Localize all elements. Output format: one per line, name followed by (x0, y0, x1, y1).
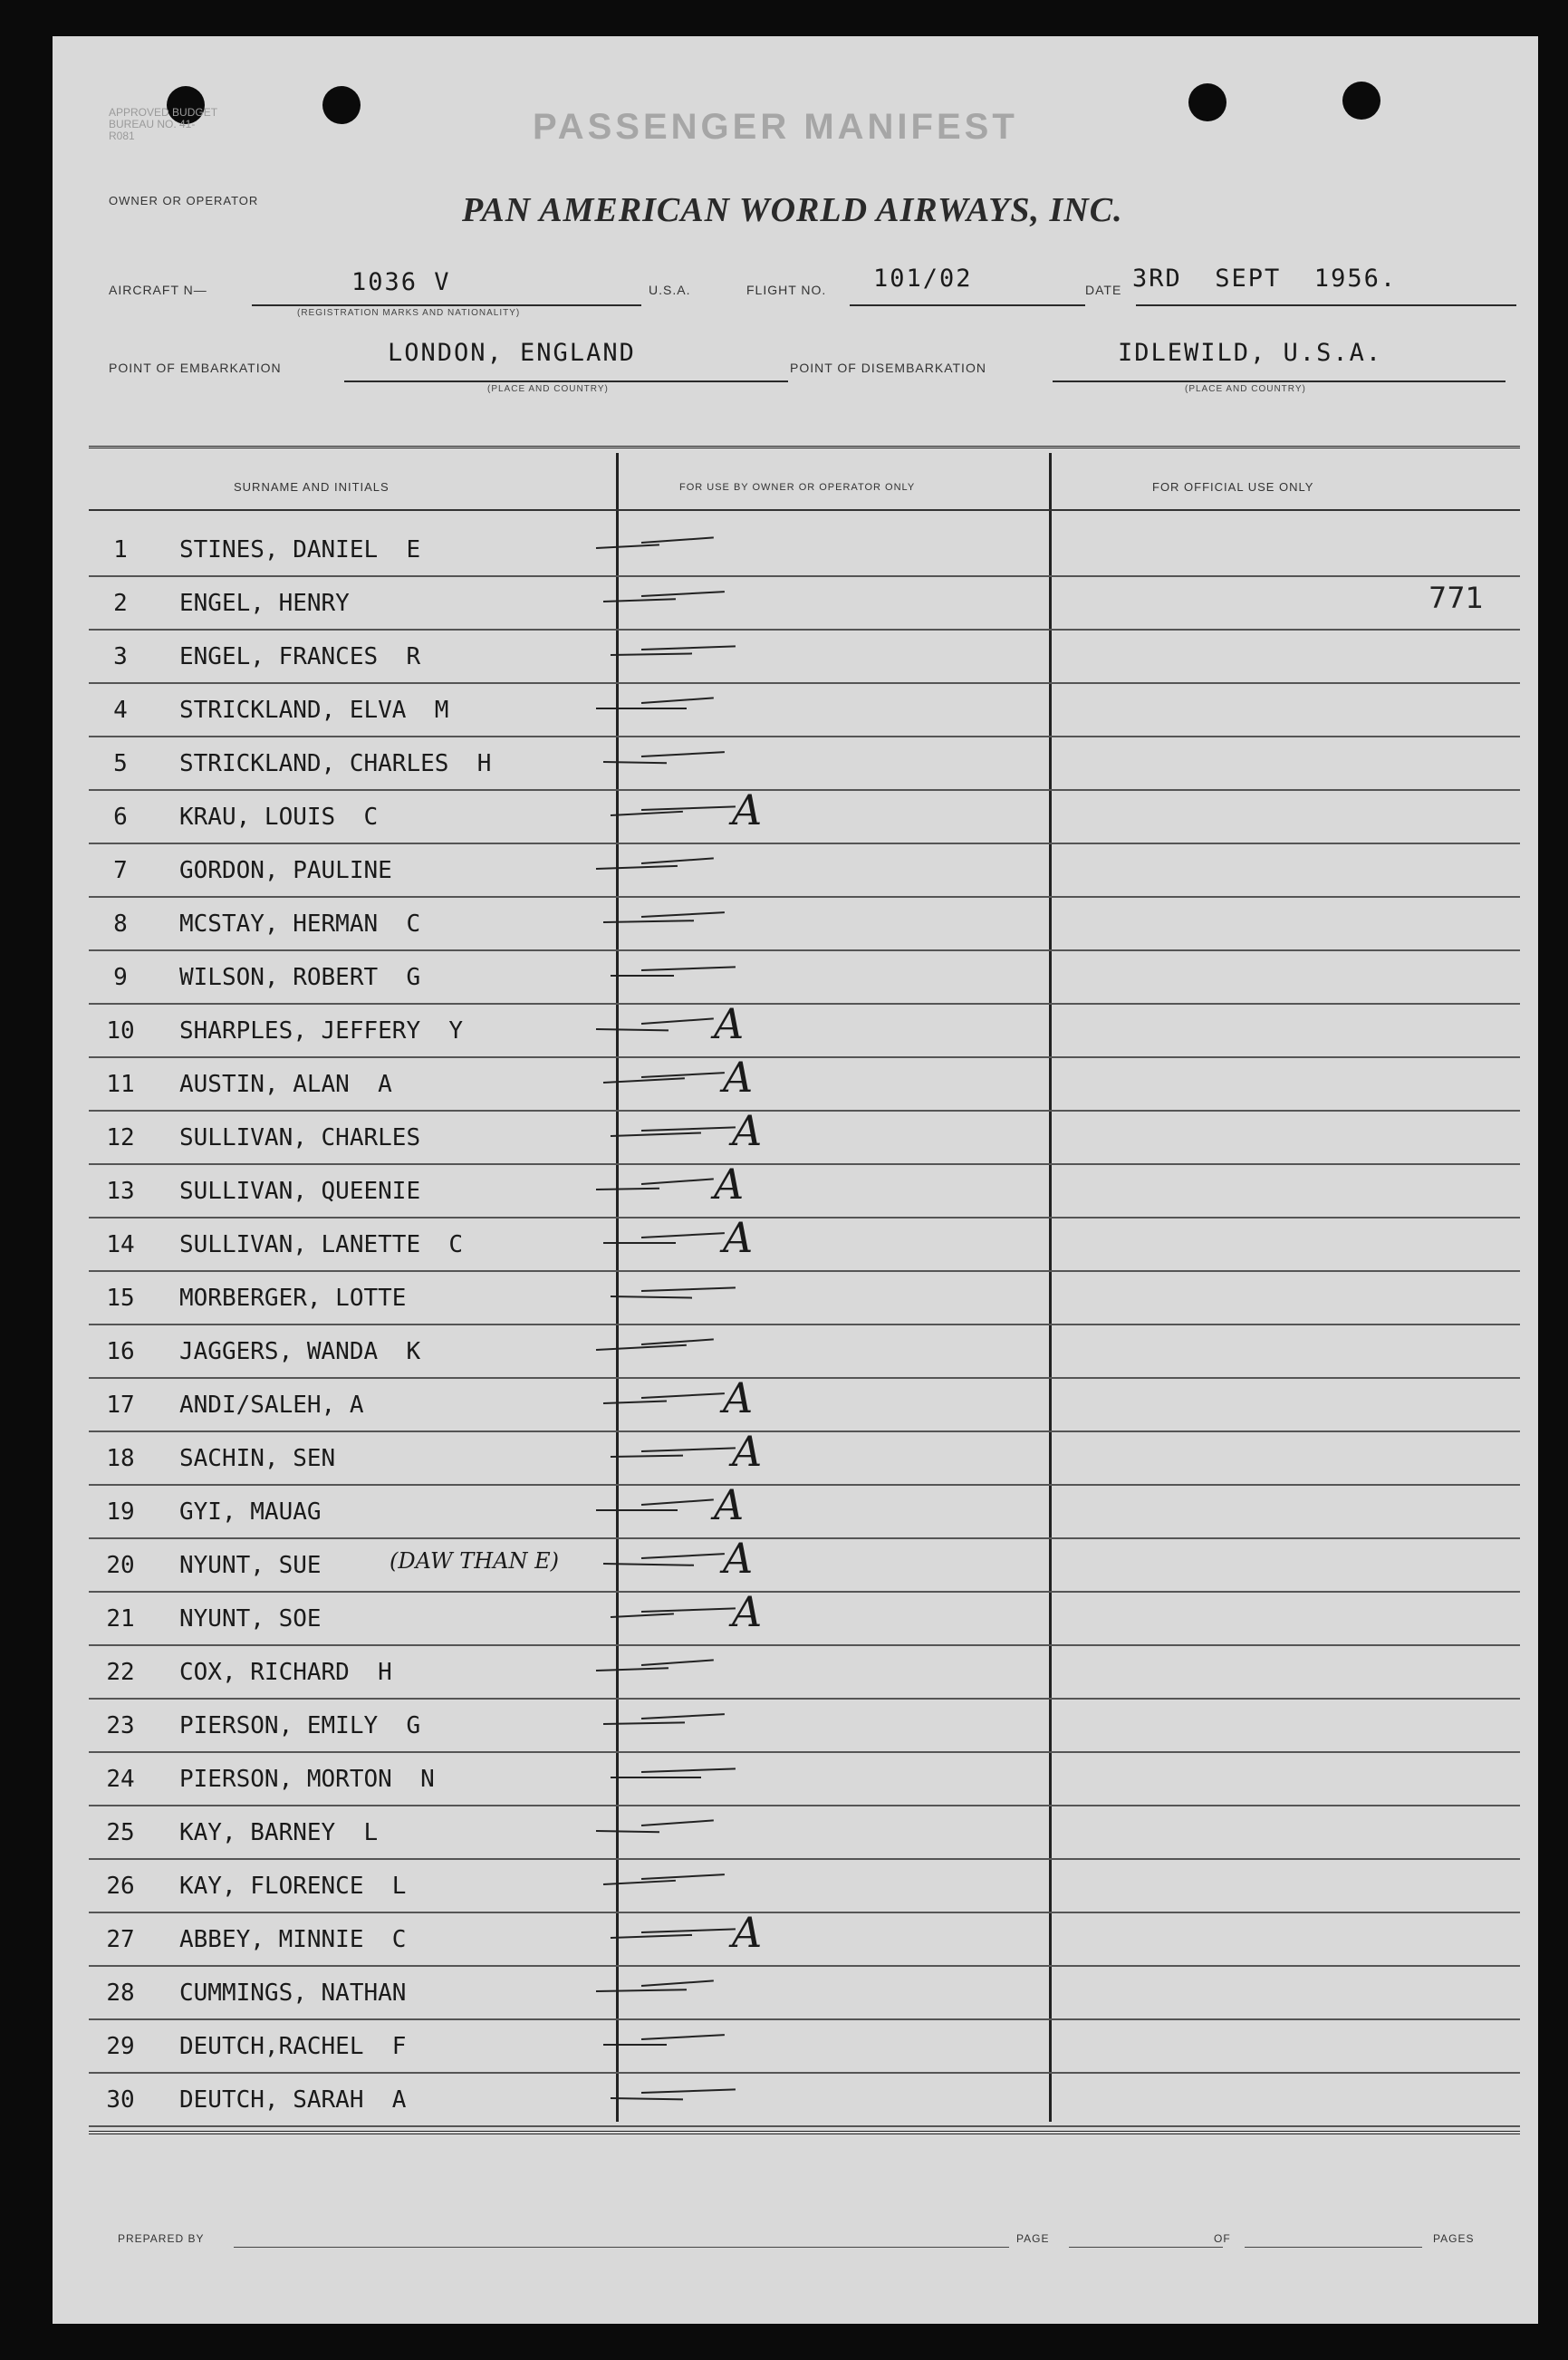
disembark-label: POINT OF DISEMBARKATION (790, 361, 986, 375)
row-number: 26 (106, 1873, 135, 1900)
table-row (89, 1646, 1520, 1700)
table-row (89, 631, 1520, 684)
handwritten-dash (603, 1242, 676, 1244)
handwritten-dash (596, 1989, 687, 1992)
table-row (89, 1160, 1520, 1219)
table-row (89, 1480, 1520, 1539)
passenger-name: SACHIN, SEN (179, 1445, 336, 1472)
passenger-name: MCSTAY, HERMAN C (179, 910, 421, 938)
handwritten-note: (DAW THAN E) (390, 1548, 560, 1574)
handwritten-dash (596, 1028, 669, 1031)
embark-label: POINT OF EMBARKATION (109, 361, 282, 375)
passenger-name: JAGGERS, WANDA K (179, 1338, 421, 1365)
passenger-name: CUMMINGS, NATHAN (179, 1980, 407, 2007)
handwritten-mark: A (732, 785, 763, 834)
passenger-name: WILSON, ROBERT G (179, 964, 421, 991)
passenger-name: ANDI/SALEH, A (179, 1392, 364, 1419)
date-value: 3RD SEPT 1956. (1132, 265, 1398, 293)
row-number: 30 (106, 2086, 135, 2114)
table-bottom-rule (89, 2131, 1520, 2134)
handwritten-dash (641, 1553, 725, 1559)
handwritten-mark: A (714, 1160, 745, 1209)
row-number: 9 (113, 964, 128, 991)
table-top-rule (89, 446, 1520, 448)
handwritten-dash (641, 1126, 736, 1132)
handwritten-dash (596, 865, 678, 870)
table-row (89, 1860, 1520, 1913)
handwritten-dash (641, 2088, 736, 2094)
handwritten-mark: A (732, 1908, 763, 1957)
row-number: 12 (106, 1124, 135, 1151)
row-number: 1 (113, 536, 128, 564)
passenger-name: NYUNT, SOE (179, 1605, 322, 1633)
handwritten-dash (641, 1713, 725, 1719)
embark-value: LONDON, ENGLAND (388, 339, 636, 367)
handwritten-dash (641, 536, 714, 544)
row-number: 17 (106, 1392, 135, 1419)
passenger-name: ENGEL, FRANCES R (179, 643, 421, 670)
flight-label: FLIGHT NO. (746, 283, 827, 297)
row-number: 24 (106, 1766, 135, 1793)
handwritten-dash (603, 920, 694, 923)
handwritten-dash (603, 2044, 667, 2046)
embark-underline (344, 380, 788, 382)
row-number: 28 (106, 1980, 135, 2007)
table-row (89, 1053, 1520, 1112)
row-number: 21 (106, 1605, 135, 1633)
of-label: OF (1214, 2232, 1231, 2245)
handwritten-dash (641, 1819, 714, 1826)
date-underline (1136, 304, 1516, 306)
passenger-name: DEUTCH, SARAH A (179, 2086, 407, 2114)
handwritten-dash (641, 645, 736, 650)
row-number: 22 (106, 1659, 135, 1686)
aircraft-label: AIRCRAFT N— (109, 283, 207, 297)
handwritten-dash (611, 1296, 692, 1299)
handwritten-dash (611, 1455, 683, 1458)
owner-label: OWNER OR OPERATOR (109, 194, 259, 207)
handwritten-dash (641, 911, 725, 918)
row-number: 25 (106, 1819, 135, 1846)
passenger-name: KRAU, LOUIS C (179, 804, 379, 831)
row-number: 7 (113, 857, 128, 884)
row-number: 19 (106, 1498, 135, 1526)
passenger-name: DEUTCH,RACHEL F (179, 2033, 407, 2060)
table-row (89, 844, 1520, 898)
date-label: DATE (1085, 283, 1122, 297)
row-number: 29 (106, 2033, 135, 2060)
header-official: FOR OFFICIAL USE ONLY (1152, 480, 1314, 494)
flight-underline (850, 304, 1085, 306)
table-row (89, 1325, 1520, 1379)
page-label: PAGE (1016, 2232, 1050, 2245)
table-row (89, 1427, 1520, 1486)
punch-hole (1342, 82, 1380, 120)
handwritten-dash (641, 1498, 714, 1506)
registration-caption: (REGISTRATION MARKS AND NATIONALITY) (297, 308, 521, 318)
row-number: 16 (106, 1338, 135, 1365)
passenger-name: SULLIVAN, QUEENIE (179, 1178, 421, 1205)
passenger-name: KAY, BARNEY L (179, 1819, 379, 1846)
handwritten-mark: A (723, 1213, 754, 1262)
passenger-name: COX, RICHARD H (179, 1659, 392, 1686)
table-row (89, 898, 1520, 951)
handwritten-dash (611, 811, 683, 816)
row-number: 27 (106, 1926, 135, 1953)
table-row (89, 1106, 1520, 1165)
row-number: 20 (106, 1552, 135, 1579)
handwritten-dash (641, 1017, 714, 1025)
table-row (89, 1806, 1520, 1860)
passenger-name: KAY, FLORENCE L (179, 1873, 407, 1900)
handwritten-dash (641, 751, 725, 757)
disembark-place-caption: (PLACE AND COUNTRY) (1185, 384, 1306, 394)
handwritten-mark: A (723, 1053, 754, 1102)
handwritten-dash (596, 1188, 659, 1190)
row-number: 23 (106, 1712, 135, 1739)
aircraft-value: 1036 V (351, 268, 451, 296)
page-underline (1069, 2247, 1223, 2248)
table-row (89, 785, 1520, 844)
official-entry: 771 (1428, 581, 1484, 615)
handwritten-dash (603, 1721, 685, 1725)
prepared-label: PREPARED BY (118, 2232, 205, 2245)
handwritten-dash (596, 708, 687, 709)
aircraft-underline (252, 304, 641, 306)
handwritten-dash (641, 1607, 736, 1613)
row-number: 8 (113, 910, 128, 938)
row-number: 5 (113, 750, 128, 777)
table-row (89, 1753, 1520, 1806)
passenger-name: SULLIVAN, CHARLES (179, 1124, 421, 1151)
table-row (89, 1272, 1520, 1325)
handwritten-dash (641, 1659, 714, 1666)
table-row (89, 1534, 1520, 1593)
handwritten-dash (641, 857, 714, 864)
row-number: 15 (106, 1285, 135, 1312)
row-number: 14 (106, 1231, 135, 1258)
row-number: 6 (113, 804, 128, 831)
handwritten-dash (641, 1447, 736, 1452)
approval-notice: APPROVED BUDGET BUREAU NO. 41-R081 (109, 106, 217, 142)
passenger-name: STINES, DANIEL E (179, 536, 421, 564)
passenger-name: NYUNT, SUE (179, 1552, 322, 1579)
table-row (89, 1700, 1520, 1753)
handwritten-dash (641, 1874, 725, 1880)
usa-label: U.S.A. (649, 283, 691, 297)
handwritten-mark: A (732, 1106, 763, 1155)
header-owner: FOR USE BY OWNER OR OPERATOR ONLY (679, 482, 916, 493)
table-row (89, 2020, 1520, 2074)
row-number: 10 (106, 1017, 135, 1045)
row-number: 2 (113, 590, 128, 617)
passenger-name: MORBERGER, LOTTE (179, 1285, 407, 1312)
header-surname: SURNAME AND INITIALS (234, 480, 390, 494)
punch-hole (1188, 83, 1227, 121)
of-underline (1245, 2247, 1422, 2248)
passenger-name: GYI, MAUAG (179, 1498, 322, 1526)
passenger-name: ABBEY, MINNIE C (179, 1926, 407, 1953)
manifest-page (53, 36, 1538, 2324)
table-row (89, 1213, 1520, 1272)
handwritten-mark: A (732, 1427, 763, 1476)
passenger-name: STRICKLAND, ELVA M (179, 697, 449, 724)
handwritten-dash (596, 1509, 678, 1511)
handwritten-mark: A (723, 1534, 754, 1583)
handwritten-dash (611, 652, 692, 656)
row-number: 13 (106, 1178, 135, 1205)
handwritten-mark: A (714, 999, 745, 1048)
prepared-underline (234, 2247, 1009, 2248)
table-row (89, 1373, 1520, 1432)
handwritten-dash (603, 1880, 676, 1885)
passenger-name: AUSTIN, ALAN A (179, 1071, 392, 1098)
handwritten-dash (641, 1980, 714, 1987)
table-row (89, 999, 1520, 1058)
table-row (89, 524, 1520, 577)
handwritten-dash (611, 1132, 701, 1137)
handwritten-dash (641, 805, 736, 811)
handwritten-dash (596, 1830, 659, 1833)
handwritten-dash (611, 1934, 692, 1939)
handwritten-dash (641, 2034, 725, 2040)
handwritten-dash (641, 697, 714, 704)
handwritten-mark: A (714, 1480, 745, 1529)
passenger-name: STRICKLAND, CHARLES H (179, 750, 492, 777)
passenger-name: SULLIVAN, LANETTE C (179, 1231, 464, 1258)
disembark-value: IDLEWILD, U.S.A. (1118, 339, 1383, 367)
table-row (89, 737, 1520, 791)
handwritten-dash (641, 591, 725, 597)
disembark-underline (1053, 380, 1505, 382)
handwritten-dash (611, 975, 674, 977)
table-row (89, 684, 1520, 737)
handwritten-dash (641, 1286, 736, 1292)
passenger-name: ENGEL, HENRY (179, 590, 350, 617)
row-number: 4 (113, 697, 128, 724)
handwritten-dash (641, 966, 736, 971)
handwritten-dash (603, 598, 676, 602)
handwritten-dash (603, 761, 667, 764)
row-number: 11 (106, 1071, 135, 1098)
handwritten-dash (641, 1768, 736, 1773)
table-row (89, 1967, 1520, 2020)
pages-label: PAGES (1433, 2232, 1475, 2245)
passenger-name: PIERSON, EMILY G (179, 1712, 421, 1739)
operator-name: PAN AMERICAN WORLD AIRWAYS, INC. (462, 191, 1123, 229)
row-number: 18 (106, 1445, 135, 1472)
handwritten-dash (603, 1401, 667, 1404)
table-row (89, 1908, 1520, 1967)
row-number: 3 (113, 643, 128, 670)
table-row (89, 577, 1520, 631)
handwritten-dash (611, 2097, 683, 2100)
handwritten-mark: A (732, 1587, 763, 1636)
handwritten-dash (611, 1613, 674, 1618)
handwritten-dash (611, 1777, 701, 1778)
table-row (89, 2074, 1520, 2127)
handwritten-dash (603, 1563, 694, 1566)
punch-hole (322, 86, 361, 124)
handwritten-dash (641, 1392, 725, 1399)
handwritten-dash (596, 544, 659, 549)
header-bottom-rule (89, 509, 1520, 511)
embark-place-caption: (PLACE AND COUNTRY) (487, 384, 609, 394)
handwritten-dash (641, 1232, 725, 1238)
row-rule (89, 2125, 1520, 2127)
handwritten-dash (603, 1077, 685, 1084)
handwritten-mark: A (723, 1373, 754, 1422)
passenger-name: PIERSON, MORTON N (179, 1766, 435, 1793)
passenger-name: GORDON, PAULINE (179, 857, 392, 884)
passenger-name: SHARPLES, JEFFERY Y (179, 1017, 464, 1045)
handwritten-dash (596, 1667, 669, 1671)
table-row (89, 951, 1520, 1005)
handwritten-dash (641, 1928, 736, 1933)
table-row (89, 1587, 1520, 1646)
form-title: PASSENGER MANIFEST (533, 107, 1018, 147)
flight-value: 101/02 (873, 265, 973, 293)
handwritten-dash (641, 1178, 714, 1185)
